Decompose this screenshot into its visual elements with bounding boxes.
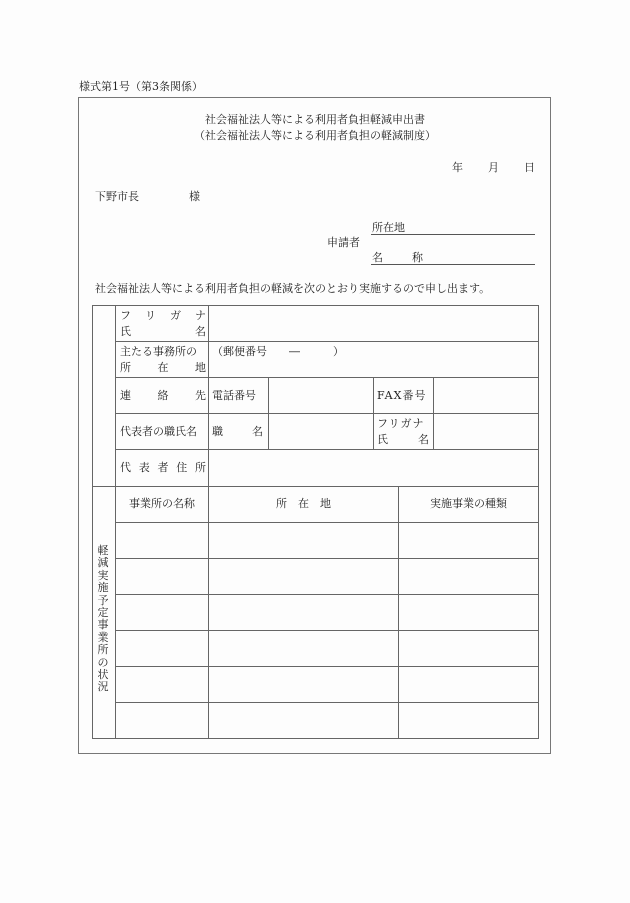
office-location-field[interactable] xyxy=(209,631,398,666)
rep-name-field[interactable] xyxy=(434,414,538,449)
label-char: 連 xyxy=(120,389,131,402)
honorific: 様 xyxy=(189,190,200,203)
statement: 社会福祉法人等による利用者負担の軽減を次のとおり実施するので申し出ます。 xyxy=(95,282,491,295)
table-line xyxy=(373,377,374,449)
office-location-field[interactable] xyxy=(209,559,398,594)
label-char: 地 xyxy=(195,361,206,374)
main-office-label: 主たる事務所の xyxy=(120,345,197,358)
applicant-label: 申請者 xyxy=(327,236,360,249)
job-title-label xyxy=(212,426,263,437)
table-line xyxy=(92,305,93,738)
rep-address-field[interactable] xyxy=(209,450,538,485)
label-char: ナ xyxy=(195,309,206,322)
column-office-name: 事業所の名称 xyxy=(129,497,195,510)
service-type-field[interactable] xyxy=(399,631,538,666)
label-char: 住 xyxy=(176,461,188,474)
label-char: フ xyxy=(120,309,131,322)
planned-offices-side-label: 軽減実施予定事業所の状況 xyxy=(97,544,109,694)
fax-field[interactable] xyxy=(434,378,538,413)
table-line xyxy=(92,486,539,487)
column-location: 所 在 地 xyxy=(276,497,331,510)
column-service-type: 実施事業の種類 xyxy=(430,497,507,510)
office-name-field[interactable] xyxy=(116,703,208,738)
table-line xyxy=(538,305,539,738)
office-location-field[interactable] xyxy=(209,523,398,558)
contact-label xyxy=(120,390,206,401)
applicant-address-field[interactable] xyxy=(371,234,535,235)
label-char: 絡 xyxy=(157,389,169,402)
office-location-field[interactable] xyxy=(209,667,398,702)
label-char: ガ xyxy=(170,309,181,322)
label-char: 者 xyxy=(157,461,169,474)
service-type-field[interactable] xyxy=(399,667,538,702)
postal-code-field[interactable]: （郵便番号 ― ） xyxy=(212,345,344,358)
label-char: リ xyxy=(145,309,156,322)
service-type-field[interactable] xyxy=(399,559,538,594)
office-name-field[interactable] xyxy=(116,667,208,702)
name-label xyxy=(120,326,206,337)
office-location-field[interactable] xyxy=(209,595,398,630)
rep-name-label xyxy=(377,434,429,445)
table-line xyxy=(92,738,539,739)
date-year[interactable]: 年 xyxy=(452,161,463,174)
label-char: 名 xyxy=(418,433,429,446)
corporation-name-field[interactable] xyxy=(209,306,538,341)
service-type-field[interactable] xyxy=(399,703,538,738)
document-subtitle: （社会福祉法人等による利用者負担の軽減制度） xyxy=(194,129,436,142)
label-char: 在 xyxy=(157,361,169,374)
office-name-field[interactable] xyxy=(116,595,208,630)
service-type-field[interactable] xyxy=(399,523,538,558)
date-month[interactable]: 月 xyxy=(488,161,499,174)
table-line xyxy=(115,341,539,342)
main-office-address-label xyxy=(120,362,206,373)
rep-address-label xyxy=(120,462,206,473)
addressee: 下野市長 xyxy=(95,190,139,203)
office-name-field[interactable] xyxy=(116,523,208,558)
label-char: 氏 xyxy=(120,325,131,338)
phone-field[interactable] xyxy=(269,378,373,413)
label-char: 名 xyxy=(195,325,206,338)
label-char: 所 xyxy=(120,361,131,374)
rep-furigana-label: フリガナ xyxy=(377,417,425,430)
label-char: 所 xyxy=(195,461,206,474)
representative-label: 代表者の職氏名 xyxy=(120,425,197,438)
applicant-name-field[interactable] xyxy=(371,264,535,265)
phone-label: 電話番号 xyxy=(212,389,256,402)
label-char: 代 xyxy=(120,461,131,474)
furigana-label xyxy=(120,310,206,321)
date-day[interactable]: 日 xyxy=(524,161,535,174)
office-name-field[interactable] xyxy=(116,559,208,594)
job-title-field[interactable] xyxy=(269,414,373,449)
label-char: 先 xyxy=(195,389,206,402)
service-type-field[interactable] xyxy=(399,595,538,630)
fax-label: FAX番号 xyxy=(377,389,427,402)
office-location-field[interactable] xyxy=(209,703,398,738)
label-char: 表 xyxy=(138,461,150,474)
label-char: 氏 xyxy=(377,433,388,446)
document-title: 社会福祉法人等による利用者負担軽減申出書 xyxy=(205,113,425,126)
form-number: 様式第1号（第3条関係） xyxy=(79,80,203,93)
label-char: 職 xyxy=(212,425,223,438)
office-name-field[interactable] xyxy=(116,631,208,666)
applicant-address-label: 所在地 xyxy=(372,221,405,234)
label-char: 名 xyxy=(252,425,263,438)
applicant-name-label: 名 称 xyxy=(372,251,432,264)
